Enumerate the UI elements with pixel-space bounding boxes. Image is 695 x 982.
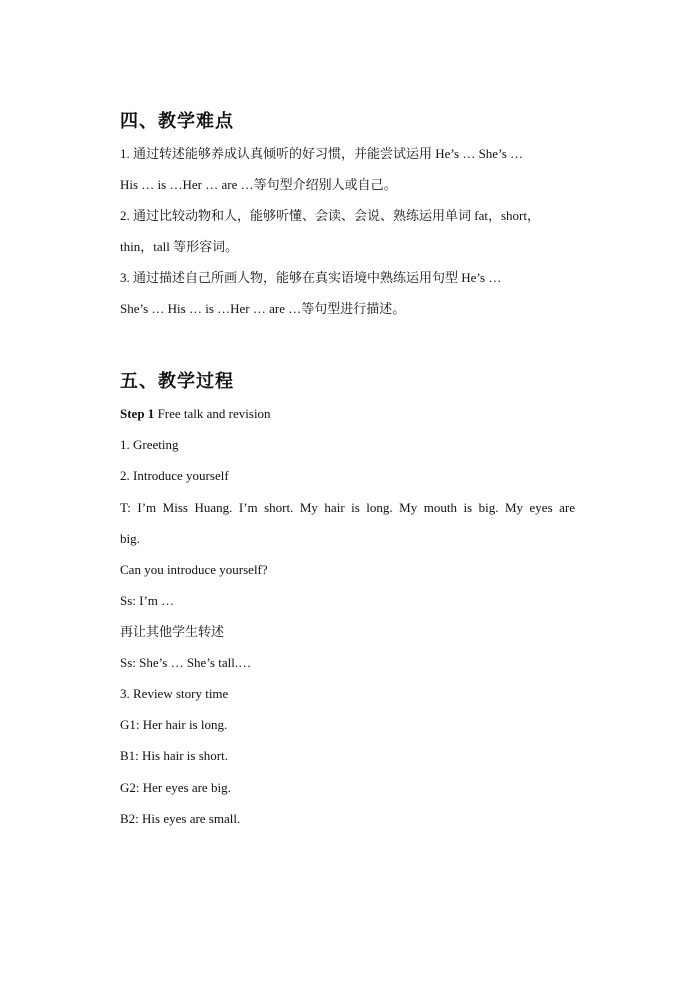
difficulty-3-line-2: She’s … His … is …Her … are …等句型进行描述。 xyxy=(120,301,406,316)
difficulty-3-line-1: 3. 通过描述自己所画人物，能够在真实语境中熟练运用句型 He’s … xyxy=(120,270,502,285)
step-label: Step 1 xyxy=(120,406,155,421)
process-line-greeting: 1. Greeting xyxy=(120,437,179,452)
process-line-question: Can you introduce yourself? xyxy=(120,562,268,577)
dialogue-b2: B2: His eyes are small. xyxy=(120,811,241,826)
students-answer: Ss: I’m … xyxy=(120,593,175,608)
difficulty-1-line-1: 1. 通过转述能够养成认真倾听的好习惯，并能尝试运用 He’s … She’s … xyxy=(120,146,524,161)
process-line-introduce: 2. Introduce yourself xyxy=(120,468,229,483)
teacher-line-2: big. xyxy=(120,531,140,546)
step-1-title xyxy=(120,406,271,422)
teacher-line-1: T: I’m Miss Huang. I’m short. My hair is long. My mouth is big. My eyes are xyxy=(120,500,575,515)
difficulty-2-line-2: thin，tall 等形容词。 xyxy=(120,239,239,254)
students-retell: Ss: She’s … She’s tall.… xyxy=(120,655,252,670)
dialogue-b1: B1: His hair is short. xyxy=(120,748,228,763)
section-heading-teaching-process: 五、教学过程 xyxy=(120,371,234,391)
step-title: Free talk and revision xyxy=(154,406,271,421)
dialogue-g2: G2: Her eyes are big. xyxy=(120,780,231,795)
difficulty-2-line-1: 2. 通过比较动物和人，能够听懂、会读、会说、熟练运用单词 fat，short， xyxy=(120,208,540,223)
difficulty-1-line-2: His … is …Her … are …等句型介绍别人或自己。 xyxy=(120,177,397,192)
retell-instruction: 再让其他学生转述 xyxy=(120,624,225,639)
process-line-review: 3. Review story time xyxy=(120,686,229,701)
dialogue-g1: G1: Her hair is long. xyxy=(120,717,228,732)
section-heading-teaching-difficulties: 四、教学难点 xyxy=(120,111,234,131)
